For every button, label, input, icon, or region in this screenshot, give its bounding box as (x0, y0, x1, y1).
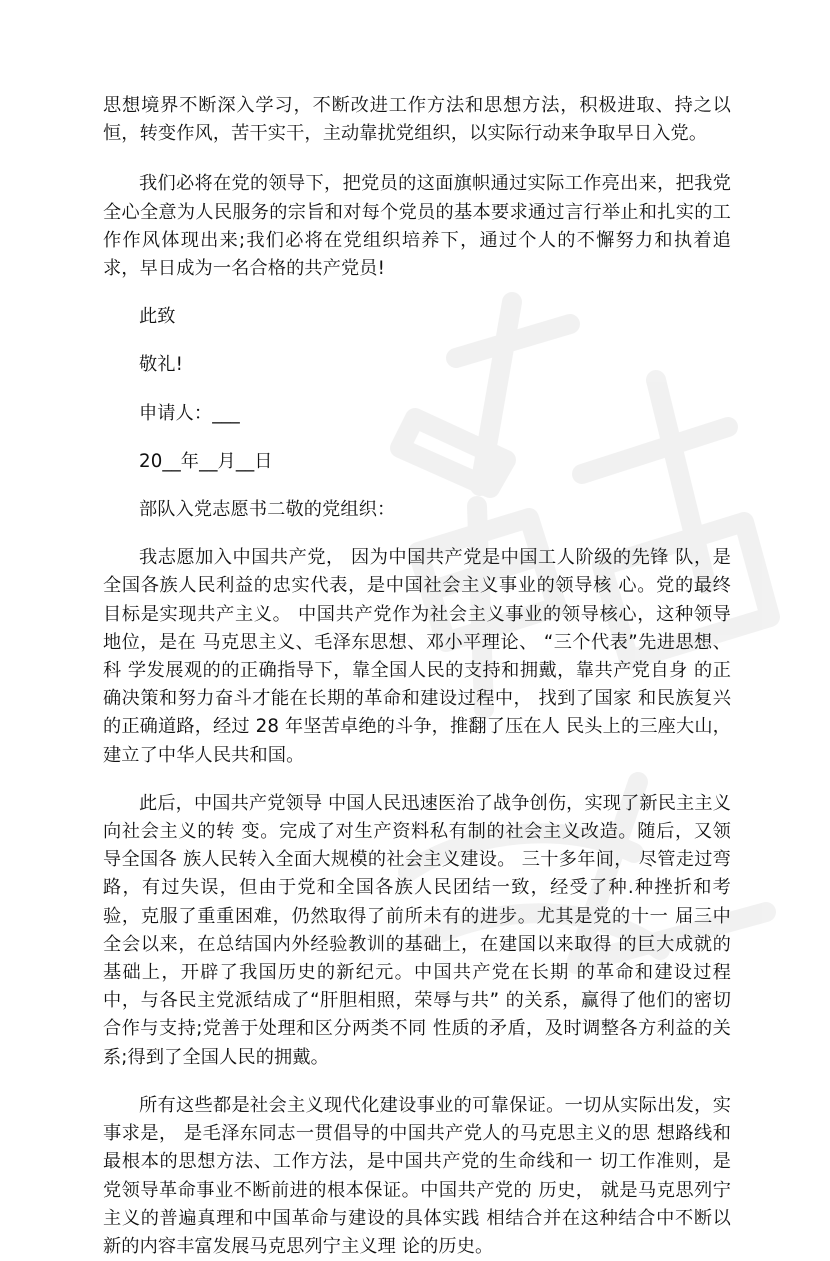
closing-salutation-line: 此致 (139, 306, 176, 328)
applicant-line: 申请人：___ (139, 402, 240, 424)
paragraph-history: 此后，中国共产党领导 中国人民迅速医治了战争创伤，实现了新民主主义向社会主义的转 变。完成了对生产资料私有制的社会主义改造。随后，又领导全国各 族人民转入全面大规模的社会主义建设。 三十多年间， 尽管走过弯路，有过失误，但由于党和全国各族人民团结一致，经受了种.种挫折和考 验，克服了重重困难，仍然取得了前所未有的进步。尤其是党的十一 届三中全会以来，在总结国内外经验教训的基础上，在建国以来取得 的巨大成就的基础上，开辟了我国历史的新纪元。中国共产党在长期 的革命和建设过程中，与各民主党派结成了“肝胆相照，荣辱与共” 的关系，赢得了他们的密切合作与支持;党善于处理和区分两类不同 性质的矛盾，及时调整各方利益的关系;得到了全国人民的拥戴。 (103, 792, 731, 1068)
paragraph-principles: 所有这些都是社会主义现代化建设事业的可靠保证。一切从实际出发，实事求是， 是毛泽东同志一贯倡导的中国共产党人的马克思主义的思 想路线和最根本的思想方法、工作方法，是中国共产党的生命线和一 切工作准则，是党领导革命事业不断前进的根本保证。中国共产党的 历史， 就是马克思列宁主义的普遍真理和中国革命与建设的具体实践 相结合并在这种结合中不断以新的内容丰富发展马克思列宁主义理 论的历史。 (103, 1094, 731, 1257)
section-title-line: 部队入党志愿书二敬的党组织： (139, 499, 396, 521)
paragraph-party-application: 我志愿加入中国共产党， 因为中国共产党是中国工人阶级的先锋 队，是全国各族人民利益的忠实代表，是中国社会主义事业的领导核 心。党的最终目标是实现共产主义。 中国共产党作为社会主义事业的领导核心，这种领导地位，是在 马克思主义、毛泽东思想、邓小平理论、 “三个代表”先进思想、科 学发展观的的正确指导下，靠全国人民的支持和拥戴，靠共产党自身 的正确决策和努力奋斗才能在长期的革命和建设过程中， 找到了国家 和民族复兴的正确道路，经过 28 年坚苦卓绝的斗争，推翻了压在人 民头上的三座大山，建立了中华人民共和国。 (103, 547, 731, 766)
document-body (103, 92, 731, 1261)
paragraph-opening-continuation: 思想境界不断深入学习，不断改进工作方法和思想方法，积极进取、持之以恒，转变作风，苦干实干，主动靠扰党组织，以实际行动来争取早日入党。 (103, 95, 731, 145)
paragraph-commitment: 我们必将在党的领导下，把党员的这面旗帜通过实际工作亮出来，把我党全心全意为人民服务的宗旨和对每个党员的基本要求通过言行举止和扎实的工作作风体现出来;我们必将在党组织培养下，通过个人的不懈努力和执着追求，早日成为一名合格的共产党员! (103, 173, 731, 280)
closing-respect-line: 敬礼! (139, 354, 184, 376)
date-line: 20__年__月__日 (139, 450, 273, 472)
